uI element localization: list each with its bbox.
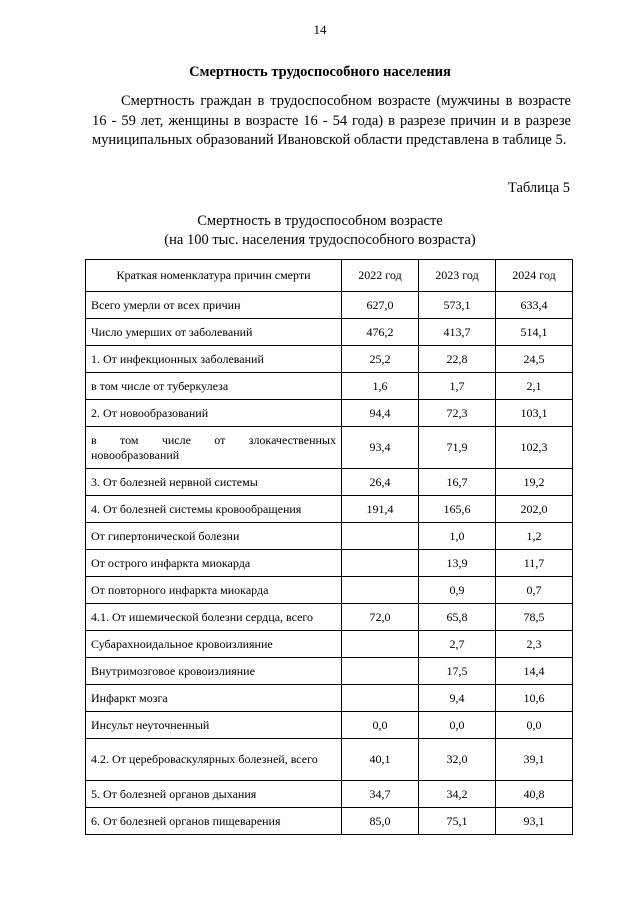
value-2023: 75,1 (419, 808, 496, 835)
value-2023: 573,1 (419, 292, 496, 319)
value-2022: 94,4 (342, 400, 419, 427)
table-row (86, 319, 573, 346)
cause-cell: 3. От болезней нервной системы (86, 469, 342, 496)
value-2024: 514,1 (496, 319, 573, 346)
cause-cell: в том числе от туберкулеза (86, 373, 342, 400)
value-2022: 1,6 (342, 373, 419, 400)
cause-cell: 4. От болезней системы кровообращения (86, 496, 342, 523)
header-year-2023: 2023 год (419, 260, 496, 292)
intro-paragraph: Смертность граждан в трудоспособном возрасте (мужчины в возрасте 16 - 59 лет, женщины в возрасте 16 - 54 года) в разрезе причин и в разрезе муниципальных образований Ивановской области представлена в таблице 5. (92, 93, 571, 148)
value-2022: 191,4 (342, 496, 419, 523)
table-row (86, 781, 573, 808)
table-row (86, 658, 573, 685)
table-row (86, 469, 573, 496)
table-row (86, 685, 573, 712)
cause-cell: Число умерших от заболеваний (86, 319, 342, 346)
page-number: 14 (313, 22, 327, 37)
value-2024: 1,2 (496, 523, 573, 550)
table-row (86, 712, 573, 739)
value-2023: 13,9 (419, 550, 496, 577)
value-2024: 24,5 (496, 346, 573, 373)
table-row (86, 808, 573, 835)
cause-cell: От острого инфаркта миокарда (86, 550, 342, 577)
table-row (86, 346, 573, 373)
cause-cell: 4.2. От цереброваскулярных болезней, всего (86, 739, 342, 781)
value-2024: 10,6 (496, 685, 573, 712)
value-2023: 9,4 (419, 685, 496, 712)
value-2024: 2,3 (496, 631, 573, 658)
cause-cell: 6. От болезней органов пищеварения (86, 808, 342, 835)
table-row (86, 373, 573, 400)
value-2022 (342, 631, 419, 658)
value-2024: 103,1 (496, 400, 573, 427)
value-2023: 72,3 (419, 400, 496, 427)
table-row (86, 400, 573, 427)
value-2022: 25,2 (342, 346, 419, 373)
value-2022: 476,2 (342, 319, 419, 346)
table-row (86, 496, 573, 523)
value-2024: 39,1 (496, 739, 573, 781)
value-2023: 71,9 (419, 427, 496, 469)
value-2022 (342, 685, 419, 712)
value-2023: 65,8 (419, 604, 496, 631)
value-2024: 78,5 (496, 604, 573, 631)
value-2023: 2,7 (419, 631, 496, 658)
table-row (86, 604, 573, 631)
mortality-table (85, 259, 573, 835)
table-caption-line-2: (на 100 тыс. населения трудоспособного возраста) (164, 231, 476, 248)
section-title: Смертность трудоспособного населения (189, 64, 451, 80)
cause-cell: Инфаркт мозга (86, 685, 342, 712)
value-2022 (342, 550, 419, 577)
value-2024: 40,8 (496, 781, 573, 808)
cause-cell: От повторного инфаркта миокарда (86, 577, 342, 604)
value-2022: 93,4 (342, 427, 419, 469)
value-2023: 413,7 (419, 319, 496, 346)
value-2024: 2,1 (496, 373, 573, 400)
value-2024: 11,7 (496, 550, 573, 577)
cause-cell: 2. От новообразований (86, 400, 342, 427)
value-2024: 102,3 (496, 427, 573, 469)
value-2024: 633,4 (496, 292, 573, 319)
value-2024: 19,2 (496, 469, 573, 496)
cause-cell: Инсульт неуточненный (86, 712, 342, 739)
value-2024: 93,1 (496, 808, 573, 835)
header-cause: Краткая номенклатура причин смерти (86, 260, 342, 292)
value-2023: 17,5 (419, 658, 496, 685)
value-2024: 0,0 (496, 712, 573, 739)
value-2022 (342, 577, 419, 604)
header-year-2024: 2024 год (496, 260, 573, 292)
value-2023: 32,0 (419, 739, 496, 781)
table-header-row (86, 260, 573, 292)
cause-cell: Всего умерли от всех причин (86, 292, 342, 319)
value-2022 (342, 658, 419, 685)
value-2023: 16,7 (419, 469, 496, 496)
cause-cell: 1. От инфекционных заболеваний (86, 346, 342, 373)
value-2024: 14,4 (496, 658, 573, 685)
value-2023: 165,6 (419, 496, 496, 523)
header-year-2022: 2022 год (342, 260, 419, 292)
table-row (86, 292, 573, 319)
value-2022: 72,0 (342, 604, 419, 631)
table-row (86, 739, 573, 781)
table-caption (0, 212, 640, 249)
cause-cell: Субарахноидальное кровоизлияние (86, 631, 342, 658)
value-2022: 26,4 (342, 469, 419, 496)
table-row (86, 550, 573, 577)
value-2023: 1,0 (419, 523, 496, 550)
cause-cell: в том числе от злокачественных новообразований (86, 427, 342, 469)
value-2023: 0,0 (419, 712, 496, 739)
value-2022: 34,7 (342, 781, 419, 808)
value-2022: 627,0 (342, 292, 419, 319)
table-row (86, 523, 573, 550)
value-2022 (342, 523, 419, 550)
cause-cell: От гипертонической болезни (86, 523, 342, 550)
table-caption-line-1: Смертность в трудоспособном возрасте (197, 213, 443, 229)
value-2024: 0,7 (496, 577, 573, 604)
value-2023: 34,2 (419, 781, 496, 808)
value-2022: 85,0 (342, 808, 419, 835)
value-2023: 1,7 (419, 373, 496, 400)
table-row (86, 427, 573, 469)
cause-cell: Внутримозговое кровоизлияние (86, 658, 342, 685)
value-2022: 0,0 (342, 712, 419, 739)
value-2023: 22,8 (419, 346, 496, 373)
table-row (86, 631, 573, 658)
table-row (86, 577, 573, 604)
value-2022: 40,1 (342, 739, 419, 781)
value-2023: 0,9 (419, 577, 496, 604)
cause-cell: 4.1. От ишемической болезни сердца, всего (86, 604, 342, 631)
table-label: Таблица 5 (507, 180, 570, 196)
value-2024: 202,0 (496, 496, 573, 523)
cause-cell: 5. От болезней органов дыхания (86, 781, 342, 808)
